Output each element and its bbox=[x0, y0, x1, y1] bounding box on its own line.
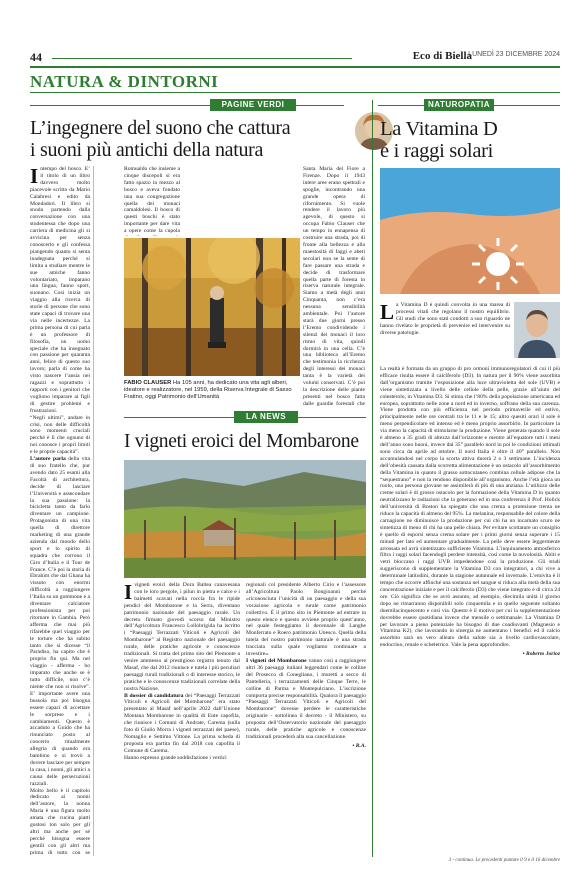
article-three-body-text: La realtà è formata da un gruppo di pro ormoni immunoregolatori di cui il più efficace risulta essere il calciferolo (D3). In natura per il 90% viene assorbita dall’organismo tramite l’esposizione alla luce ultravioletta del sole (UVB) e viene sintetizzata a livello delle cellule della pelle, grazie all’aiuto del colesterolo, in Vitamina D3. Si stima che l’80% della popolazione americana ed europea, soprattutto nelle zone a nord ed in inverno, soffrano della sua carenza. Viene prodotta con più efficienza nel periodo primaverile ed estivo, principalmente nelle ore centrali tra le 11 e le 15; altro quesiti orari il sole è meno perpendicolare ed intenso ed è meno proprio assorbirlo. In particolare la via meno la capacità di stimolarne la produzione. Viene generata quando il sole è almeno a 35 gradi di altezza dall’orizzonte e mentre all’equatore tutti i mesi dell’anno sono buoni, invece dal 35° parallelo nord in poi le condizioni ottimali sono circa da aprile ad ottobre. Il nord Italia è oltre il 40° parallelo. Non accumulandosi nel corpo la scorta attiva durerà 2 o 3 settimane. L’incidenza dell’obesità causata dalla scorretta alimentazione è un ostacolo all’assorbimento della Vitamina in quanto il grasso sottocutaneo combina cellule adipose che la “sequestrano” e non la rendono disponibile all’organismo. Anche l’età gioca un ruolo, una persona giovane ne assimilerà di più di una anziana. L’utilizzo delle creme solari è di grosso ostacolo per la formazione della Vitamina D in quanto neutralizzano le radiazioni che la generano ed in una conferenza il Prof. Holick dell’università di Boston ha spiegato che una crema a protezione trenta ne riduce la capacità di almeno del 95%. La melanina, responsabile del colore della carnagione ne diminuisce la produzione per cui chi ha un incarnato scuro ne sintetizza di meno di chi ha una pelle chiara. Per evitare scottature un consiglio è quello di esporsi senza crema solare per i primi giorni senza superare i 15 minuti per lato ed aumentare gradualmente. La pelle deve essere leggermente arrossata ed avrà sintetizzato sufficiente Vitamina. L’inquinamento atmosferico filtra i raggi solari facendogli perdere intensità, così come la nuvolosità. Abiti e vetri bloccano i raggi UVB impedendone così la produzione. Gli studi suggeriscono di supplementare la Vitamina D3 con integratori, a chi vive a determinate latitudini, durante la stagione autunnale ed invernale. L’emivita è il tempo che occorre affinché una sostanza nel sangue si riduca alla metà della sua concentrazione iniziale e per il calciferolo (D3) che viene integrato è di circa 24 ore. Ciò significa che se avrò assunto, ad esempio, diecimila unità il giorno dopo ne rimarranno disponibili solo cinquemila e in quello seguente soltanto duemilacinquecento e così via. Questo è il motivo per cui la supplementazione dovrebbe essere quotidiana invece che mensile o settimanale. La Vitamina D per lavorare a pieno potenziale ha bisogno di due coadiuvanti (Magnesio e Vitamina K2), che lavorando in sinergia ne aumentano i benefici ed il calcio assorbito sarà un vero alleato della salute sia a livello cardiovascolare, endocrino, renale e scheletrico. Vale la pena approfondire. bbox=[380, 366, 560, 649]
forest-photo-caption bbox=[124, 380, 302, 401]
article-one-col1-p2: “Negli ultimi”, andare in crisi, non delle difficoltà sono momenti cruciali perché è lì che ognuno di noi conosce i propri limiti e le proprie capacità”. bbox=[30, 414, 90, 456]
article-three-headline-line1: La Vitamina D bbox=[380, 118, 498, 140]
article-one-col1-p1: ntempo del bosco. E’ il titolo di un libro davvero molto piacevole scritto da Mario Calabresi e edito da Mondadori. Il libro si snoda partendo dalla conversazione con una studentessa che dopo una carriera di medicina gli si avvicina per senza conoscerlo e gli confessa piangendo quanto si senta inadeguata perché si limita a studiare mentre le sue amiche fanno volontariato, imparano una lingua, fanno sport, suonano. Così inizia un viaggio alla ricerca di storie di persone che sono state capaci di trovare una via nelle incertezze. La prima persona di cui parla è un professore di filosofia, un uomo speciale che ha insegnato con passione per quaranta anni, felice di questo suo lavoro; parla di come ha visto nascere l’ansia nei ragazzi e soprattutto i rapporti con i genitori che vogliono imparare ai figli di gestire problemi e frustrazioni. bbox=[30, 166, 90, 414]
article-two-signature: • R.A. bbox=[352, 742, 366, 749]
sun-skin-photo bbox=[380, 168, 560, 294]
article-two-headline: I vigneti eroici del Mombarone bbox=[124, 431, 359, 452]
article-one-col-1 bbox=[30, 166, 90, 856]
tag-line-naturopatia-right bbox=[494, 105, 560, 106]
vineyard-photo-image bbox=[124, 460, 366, 578]
sun-skin-photo-image bbox=[380, 168, 560, 294]
article-one-col1-p3: della vita di suo fratello che, pur avendo dato 25 esami alla Facoltà di architettura, decide di lasciare l’Università e assecondare la sua passione: la bicicletta tanto da farlo diventare un campione. Protagonista di una vita quella di direttore marketing di una grande azienda dal mondo dello sport e lo spirito di squadra che corrono il Giro d’Italia e il Tour de France. C’è poi la storia di Ebrahim che dal Ghana ha vissuto con enormi difficoltà a raggiungere l’Italia su un gommone e a diventare calciatore professionista per poi ritornare in Gambia. Però afferma che mai più rifarebbe quel viaggio per le torture che ha subito tanto che si dicesse “il Paradiso, ha capito che è proprio fin qui. Ma nel viaggio - afferma - ho imparato che anche se è tutto difficile, non c’è niente che non si risolve”. E’ importante avere una bussola ma poi bisogna essere capaci di accettare le sorprese e i cambiamenti. Questo è accaduto a Guido che ha rinunciato posto al concerto ritualmente allegria di quando era bambino e si trovò a dovere lasciare per sempre la casa, i nonni, gli amici a causa delle persecuzioni razziali. bbox=[30, 456, 90, 787]
article-three-footnote: 3 - continua. Le precedenti puntate il 9 e il 16 dicembre bbox=[448, 858, 560, 863]
author-portrait-roberto-image bbox=[514, 302, 560, 358]
article-one-headline-line2: i suoni più antichi della natura bbox=[30, 138, 264, 161]
article-three-intro bbox=[380, 302, 510, 364]
tag-line-la-news bbox=[124, 417, 234, 418]
author-portrait-roberto bbox=[514, 302, 560, 358]
article-three-body bbox=[380, 366, 560, 850]
tag-pagine-verdi: PAGINE VERDI bbox=[210, 99, 296, 111]
article-three-signature: • Roberto Jorioz bbox=[522, 651, 560, 658]
header-rule bbox=[52, 58, 352, 59]
article-two-col1-bold: Il dossier di candidatura bbox=[124, 692, 184, 699]
article-three-drop-cap: L bbox=[380, 302, 395, 324]
article-one-col-4 bbox=[183, 166, 239, 236]
page-header bbox=[30, 50, 560, 64]
article-one-headline-line1: L’ingegnere del suono che cattura bbox=[30, 117, 291, 139]
article-one-col1-bold: L’autore parla bbox=[30, 456, 66, 463]
caption-text: Ha 105 anni, ha dedicato una vita agli alberi, ideatore e realizzatore, nel 1959, della Riserva Integrale di Sasso Fratino, oggi Patrimonio dell’Umanità bbox=[124, 380, 292, 400]
column-divider bbox=[93, 166, 94, 856]
section-rule bbox=[30, 92, 560, 93]
dateline: LUNEDÌ 23 DICEMBRE 2024 bbox=[468, 51, 560, 58]
page-number: 44 bbox=[30, 50, 42, 64]
article-one-col3-p1: Romualdo che insieme a cinque discepoli si era fatto spazio in mezzo al bosco e aveva fondato una sua congregazione quella dei monaci camaldolesi. Il bosco di questi boschi è stato importante per dare vita a opere come la cupola bbox=[124, 166, 180, 235]
right-column-divider bbox=[372, 100, 373, 857]
article-two-col2-bold: I vigneti del Mombarone bbox=[246, 657, 307, 664]
caption-name: FABIO CLAUSER bbox=[124, 380, 172, 386]
tag-naturopatia: NATUROPATIA bbox=[424, 99, 494, 111]
article-two-col1-p1: vigneti eroici della Dora Baltea canavesana con le loro pergole, i pilun in pietra e calce e i balmetti scavati nella roccia fra le ripide pendici del Mombarone e la Serra, diventano patrimonio nazionale del paesaggio rurale. Un decreto firmato giovedì scorso dal Ministro dell’Agricoltura Francesco Lollobrigida ha iscritto i “Paesaggi Terrazzati Viticoli e Agricoli del Mombarone” al Registro nazionale del paesaggio rurale, delle pratiche agricole e conoscenze tradizionali. Si tratta del primo sito del Piemonte a venire ammesso al prestigioso registro tenuto dal Masaf, che dal 2012 riunisce e tutela i più peculiari paesaggi rurali tradizionali o di interesse storico, le pratiche e le conoscenze tradizionali correlate della nostra Nazione. bbox=[124, 582, 240, 692]
vineyard-photo bbox=[124, 460, 366, 578]
article-two-col1-p3: Hanno espresso grande soddisfazione i vertici bbox=[124, 754, 227, 761]
tag-line-pagine-verdi-right bbox=[296, 105, 344, 106]
article-two-col1-p2: dei “Paesaggi Terrazzati Viticoli e Agricoli del Mombarone” era stato presentato al Masaf nell’aprile 2022 dall’Unione Montana Mombarone in qualità di Ente capofila, che riunisce i Comuni di Andrate, Carema (sulla foto di Giulio Morra i vigneti terrazzati del paese), Nomaglio e Settimo Vittone. La prima scheda di proposta era partita fin dal 2018 con capofila il Comune di Carema. bbox=[124, 692, 240, 754]
article-two-drop-cap: I bbox=[124, 582, 133, 604]
article-two-col2-p1: regionali col presidente Alberto Cirio e l’assessore all’Agricoltura Paolo Bongioanni perché «riconosciuta l’unicità di un paesaggio e della sua vocazione agricola e rurale come patrimonio collettivo. È il primo sito in Piemonte ad entrare in questo elenco e questo avviene proprio quest’anno, nel quale festeggiamo il decennale di Langhe Monferrato e Roero patrimonio Unesco. Quella della tutela del nostro patrimonio naturale è una strada tracciata sulla quale vogliamo continuare a investire». bbox=[246, 582, 366, 658]
article-three-intro-text: a Vitamina D è quindi convolta in una marea di processi vitali che regolano il nostro equilibrio. Gli studi che sono stati condotti a suo riguardo ne hanno rivelato le proprietà di prevenire ed intervenire su diverse patologie. bbox=[380, 302, 510, 336]
article-two-col2-p2: vanno così a raggiungere altri 36 paesaggi italiani leggendari come le colline del Prosecco di Conegliano, i muretti a secco di Pantelleria, i terrazzamenti delle Cinque Terre, le colline di Parma e Montepulciano. L’iscrizione comporta precise responsabilità. Qualora il paesaggio “Paesaggi Terrazzati Viticoli e Agricoli del Mombarone” dovesse perdere le caratteristiche originarie - sottolinea il decreto - il Ministero, su proposta dell’Osservatorio nazionale del paesaggio rurale, delle pratiche agricole e conoscenze tradizionali procederà alla sua cancellazione. bbox=[246, 657, 366, 740]
article-three-headline-line2: e i raggi solari bbox=[380, 140, 494, 163]
article-one-col1-p4: Molto bello è il capitolo dedicato ai nonni dell’autore, la nonna Maria è una figura molto amata che cucina piatti gustosi ton solo per gli altri ma anche per sé perché bisogna essere gentili con gli altri ma prima di tutto con se bbox=[30, 787, 90, 856]
forest-photo bbox=[124, 238, 300, 376]
sun-icon bbox=[472, 238, 524, 290]
section-title: NATURA & DINTORNI bbox=[30, 72, 219, 91]
tag-line-pagine-verdi bbox=[30, 105, 210, 106]
article-one-drop-cap: I bbox=[30, 166, 39, 188]
article-two-col-1 bbox=[124, 582, 240, 857]
article-one-col-3 bbox=[124, 166, 180, 236]
tag-la-news: LA NEWS bbox=[234, 411, 298, 423]
tag-line-la-news-right bbox=[298, 417, 366, 418]
tag-line-naturopatia bbox=[378, 105, 424, 106]
article-one-headline bbox=[30, 118, 350, 161]
forest-photo-image bbox=[124, 238, 300, 376]
article-one-col5-p1: Santa Maria del Fiore a Firenze. Dopo il 1943 intere aree erano spettrali e spoglie, incontrando una grande opera di rifornimento. Si vuole rendere il lavoro più agevole, di questo si occupa Fabio Clauser che un tempo in ennapensa di costruire una strada, poi di fronte alla bellezza e alla maestosità di faggi e abeti secolari non se la sente di fare passare una strada e decide di trasformare quella parte di foresta in riserva naturale integrale. Siamo a metà degli anni Cinquanta, non c’era nessuna sensibilità ambientale. Poi l’autore starà due giorni presso l’Eremo condividendo i silenzi dei monaci il loro ritmo di vita, quindi dormirà in una cella. C’è una biblioteca all’Eremo che testimonia la ricchezza degli interessi dei monaci tanta è la varietà dei volumi conservati. C’è poi la descrizione delle piante presenti nel bosco fatta dalle guardie forestali che bbox=[303, 166, 365, 406]
section-bar bbox=[30, 66, 560, 91]
article-two-col-2 bbox=[246, 582, 366, 857]
article-three-headline bbox=[380, 118, 560, 162]
masthead: Eco di Biella bbox=[412, 50, 472, 62]
article-one-col-5 bbox=[303, 166, 365, 406]
